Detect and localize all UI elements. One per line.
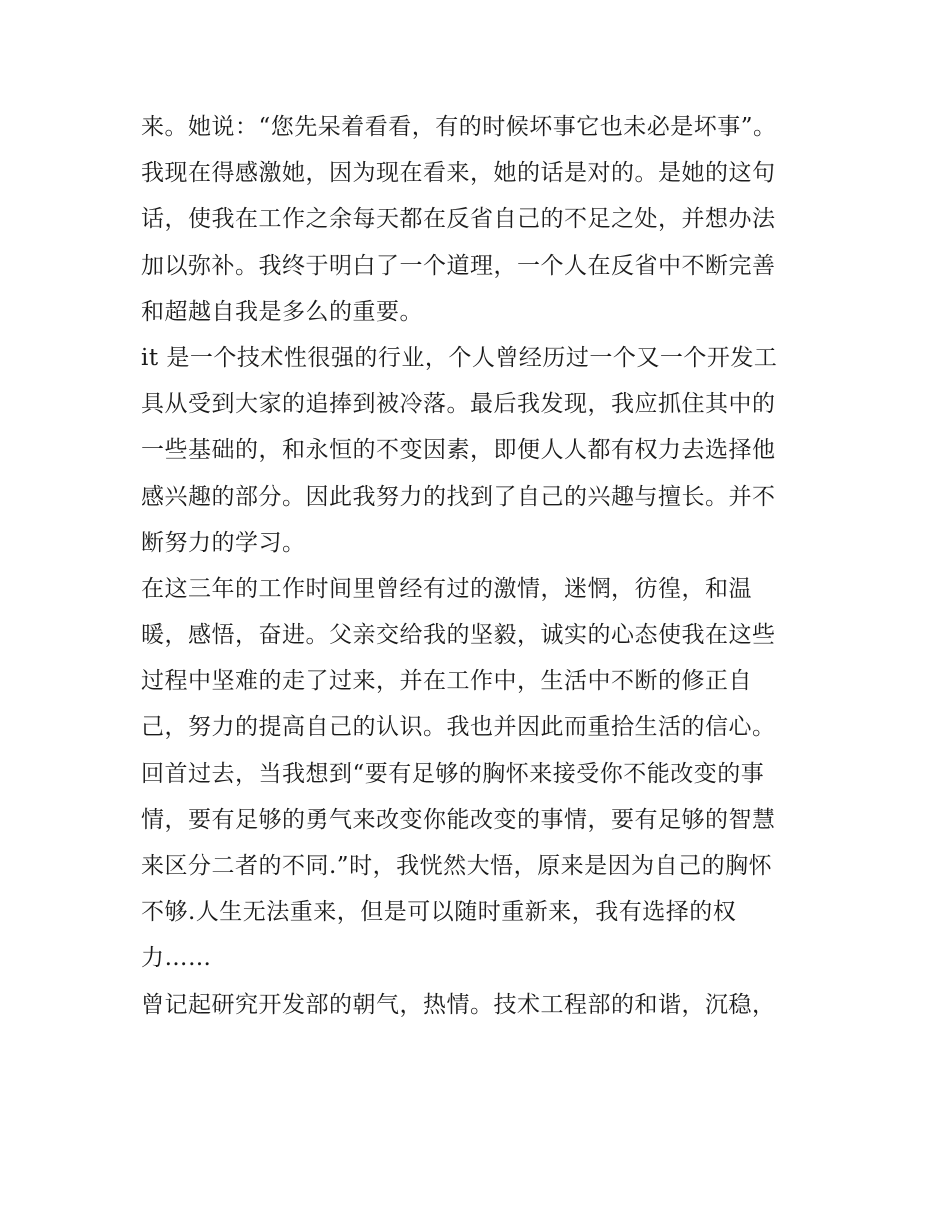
text-line: 力…… (141, 945, 212, 972)
text-line: 情，要有足够的勇气来改变你能改变的事情，要有足够的智慧 (141, 806, 776, 833)
text-line: 一些基础的，和永恒的不变因素，即便人人都有权力去选择他 (141, 437, 776, 464)
text-line: 己，努力的提高自己的认识。我也并因此而重拾生活的信心。 (141, 714, 776, 741)
text-line: 来区分二者的不同.”时，我恍然大悟，原来是因为自己的胸怀 (141, 853, 773, 879)
text-line: it 是一个技术性很强的行业，个人曾经历过一个又一个开发工 (141, 344, 778, 371)
text-line: 具从受到大家的追捧到被冷落。最后我发现，我应抓住其中的 (141, 391, 776, 418)
text-line: 我现在得感激她，因为现在看来，她的话是对的。是她的这句 (141, 160, 776, 187)
text-line: 回首过去，当我想到“要有足够的胸怀来接受你不能改变的事 (141, 760, 765, 787)
text-line: 断努力的学习。 (141, 529, 306, 556)
text-line: 在这三年的工作时间里曾经有过的激情，迷惘，彷徨，和温 (141, 575, 752, 602)
text-line: 加以弥补。我终于明白了一个道理，一个人在反省中不断完善 (141, 252, 776, 279)
body-text (141, 104, 813, 1028)
text-line: 感兴趣的部分。因此我努力的找到了自己的兴趣与擅长。并不 (141, 483, 776, 510)
text-line: 和超越自我是多么的重要。 (141, 298, 423, 325)
text-line: 曾记起研究开发部的朝气，热情。技术工程部的和谐，沉稳， (141, 991, 776, 1018)
text-line: 不够.人生无法重来，但是可以随时重新来，我有选择的权 (141, 899, 737, 926)
text-line: 来。她说：“您先呆着看看，有的时候坏事它也未必是坏事”。 (141, 114, 777, 140)
text-line: 过程中坚难的走了过来，并在工作中，生活中不断的修正自 (141, 668, 752, 695)
text-line: 暖，感悟，奋进。父亲交给我的坚毅，诚实的心态使我在这些 (141, 622, 776, 649)
text-line: 话，使我在工作之余每天都在反省自己的不足之处，并想办法 (141, 206, 776, 233)
